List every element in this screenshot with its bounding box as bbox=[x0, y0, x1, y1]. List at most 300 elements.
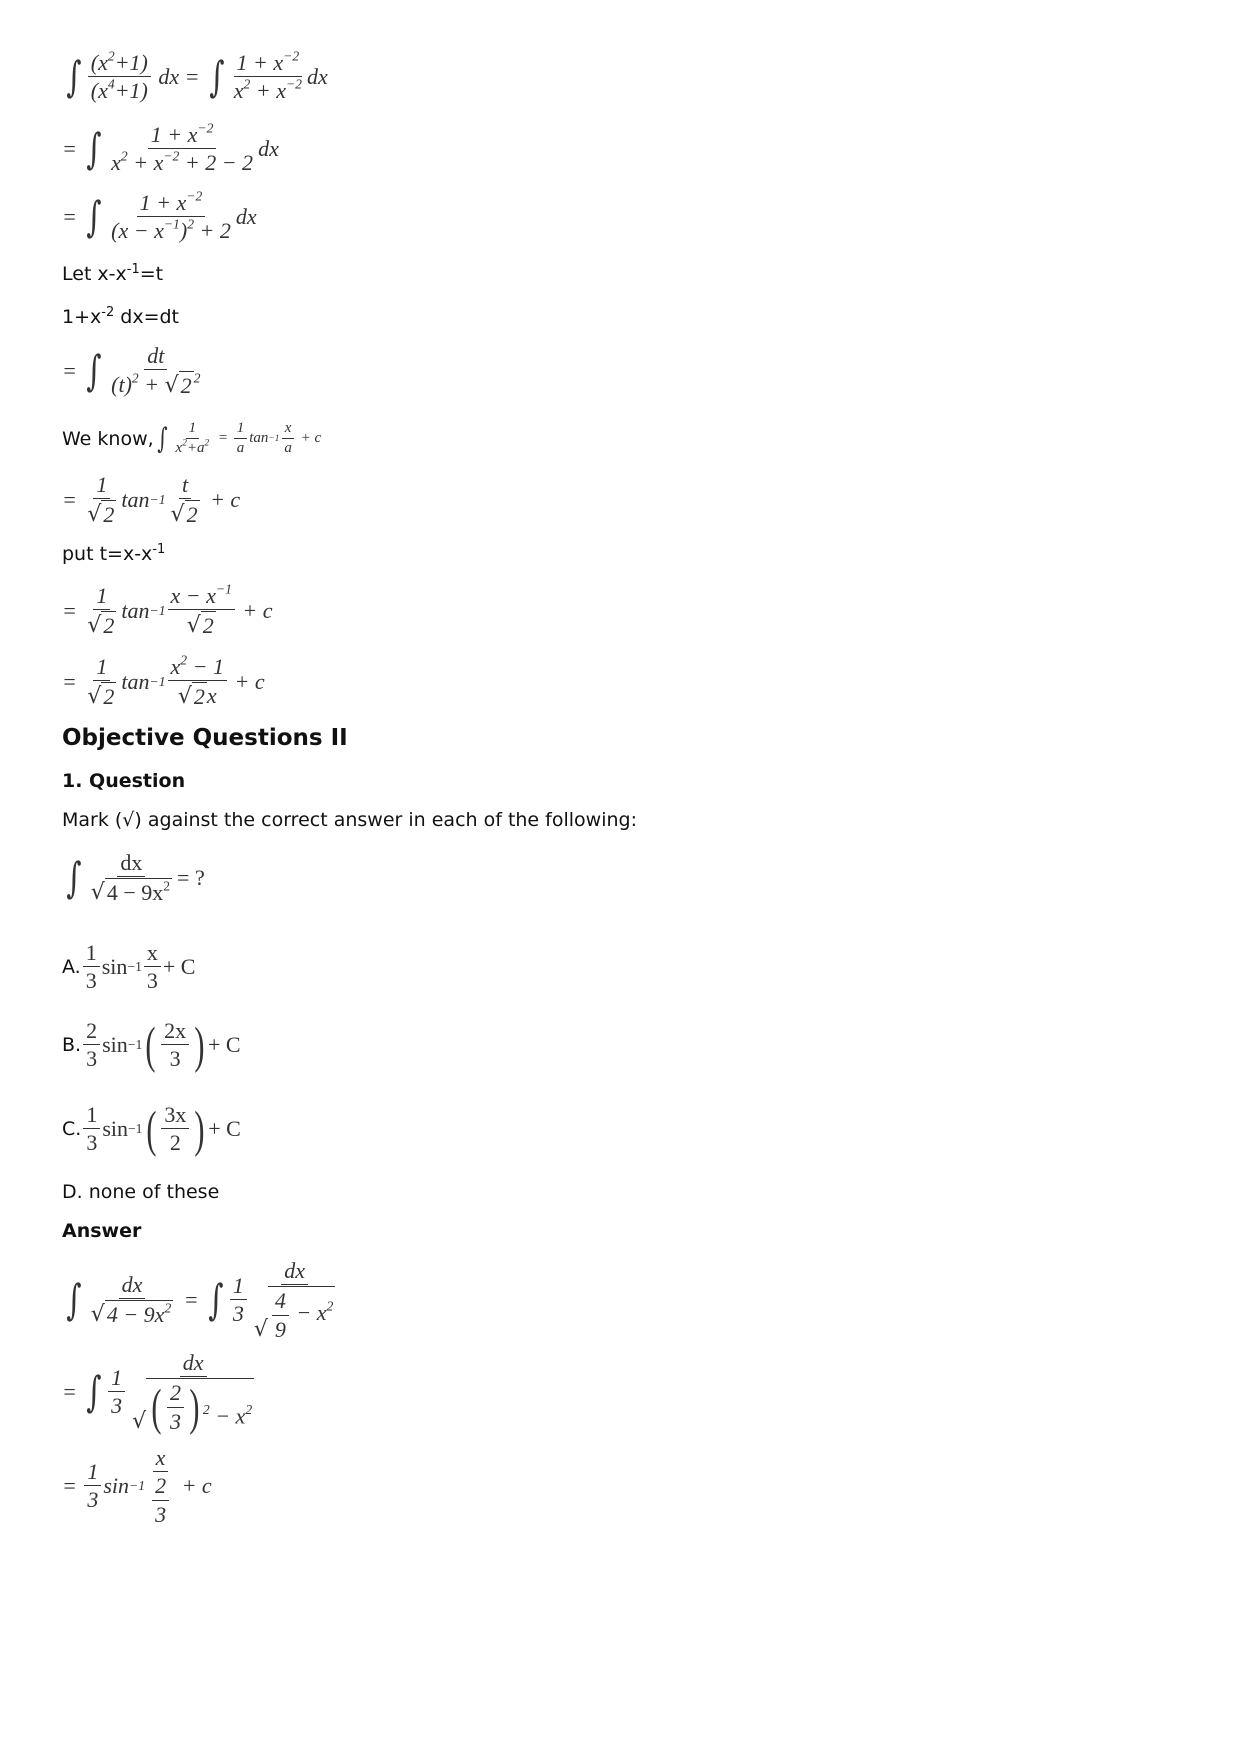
fraction bbox=[161, 1018, 189, 1072]
numerator bbox=[230, 1273, 247, 1300]
fraction bbox=[251, 1258, 338, 1342]
answer-step-2 bbox=[62, 1350, 259, 1434]
option-c[interactable] bbox=[62, 1102, 241, 1156]
math-text: − x bbox=[209, 1403, 246, 1429]
radical-sign: √ bbox=[90, 880, 105, 906]
math-text: −1 bbox=[215, 581, 232, 597]
math-text: 2 bbox=[182, 438, 187, 449]
question-prompt: Mark (√) against the correct answer in each of the following: bbox=[62, 809, 637, 831]
superscript bbox=[121, 149, 128, 164]
fraction bbox=[84, 1459, 101, 1513]
radicand bbox=[105, 878, 172, 905]
fraction bbox=[88, 50, 151, 104]
fraction bbox=[108, 343, 203, 399]
parentheses bbox=[143, 1102, 209, 1156]
math-text: 3 bbox=[87, 1487, 99, 1513]
fraction bbox=[272, 1288, 289, 1342]
fraction bbox=[168, 583, 235, 639]
math-text: dx = bbox=[152, 63, 205, 89]
fraction bbox=[129, 1350, 257, 1434]
math-text: 3 bbox=[170, 1408, 182, 1434]
differential-line bbox=[62, 305, 179, 328]
math-text: −1 bbox=[149, 491, 166, 507]
fraction bbox=[173, 420, 213, 458]
option-a[interactable] bbox=[62, 940, 195, 994]
math-text: = bbox=[214, 430, 232, 447]
fraction bbox=[152, 1473, 169, 1527]
denominator bbox=[88, 877, 175, 905]
denominator bbox=[108, 370, 203, 398]
numerator bbox=[83, 1102, 100, 1129]
superscript bbox=[164, 217, 180, 232]
math-text: + c bbox=[228, 668, 265, 694]
math-text: x − x bbox=[170, 583, 216, 608]
equation-standard-formula bbox=[154, 420, 321, 458]
math-text: 4 − 9x bbox=[106, 880, 164, 906]
denominator bbox=[152, 1501, 169, 1527]
math-text: 2x bbox=[164, 1018, 187, 1043]
math-text: 2 bbox=[245, 1402, 253, 1418]
math-text: 1 bbox=[96, 472, 108, 497]
math-text: x bbox=[233, 78, 244, 104]
math-text: = bbox=[62, 486, 83, 512]
math-text: (t) bbox=[111, 372, 132, 398]
square-root bbox=[187, 611, 216, 638]
math-text: −2 bbox=[285, 76, 302, 92]
denominator bbox=[84, 681, 119, 709]
square-root bbox=[178, 682, 207, 709]
math-text: + C bbox=[162, 953, 196, 979]
math-text: 3 bbox=[232, 1301, 244, 1327]
right-paren: ) bbox=[189, 1378, 200, 1435]
math-text: tan bbox=[249, 430, 269, 447]
radicand bbox=[101, 500, 116, 527]
superscript bbox=[187, 217, 194, 232]
math-text: 1 bbox=[236, 420, 245, 436]
answer-step-3 bbox=[62, 1445, 212, 1527]
numerator bbox=[144, 343, 167, 370]
parentheses bbox=[142, 1018, 208, 1072]
math-text: 2 bbox=[326, 1298, 334, 1314]
math-text: 3 bbox=[111, 1393, 123, 1419]
radicand bbox=[192, 682, 207, 709]
denominator bbox=[251, 1285, 338, 1342]
superscript bbox=[203, 1402, 210, 1417]
denominator bbox=[272, 1316, 289, 1342]
fraction bbox=[281, 420, 295, 458]
math-text: 3 bbox=[86, 1130, 98, 1156]
math-text: (x bbox=[90, 50, 108, 75]
fraction bbox=[88, 850, 175, 906]
math-text: −1 bbox=[127, 1036, 143, 1052]
math-text: −2 bbox=[283, 48, 300, 64]
math-text: 1 + x bbox=[139, 190, 187, 215]
fraction bbox=[83, 1018, 100, 1072]
math-text: 1 bbox=[188, 420, 197, 436]
left-paren: ( bbox=[151, 1378, 162, 1435]
math-text: = bbox=[62, 1378, 83, 1404]
integral-sign: ∫ bbox=[208, 1275, 224, 1325]
equation-final-result bbox=[62, 654, 265, 710]
radical-sign: √ bbox=[253, 1316, 268, 1342]
math-text: 2 bbox=[186, 502, 198, 528]
square-root bbox=[171, 500, 200, 527]
math-text: x bbox=[284, 420, 292, 436]
option-b[interactable] bbox=[62, 1018, 241, 1072]
denominator bbox=[83, 1045, 100, 1071]
integral-sign: ∫ bbox=[86, 123, 102, 173]
math-text: −2 bbox=[186, 188, 203, 204]
radical-sign: √ bbox=[177, 684, 192, 710]
math-text: (x bbox=[90, 78, 108, 104]
math-text: 1 bbox=[111, 1365, 123, 1391]
denominator bbox=[230, 1300, 247, 1326]
math-text: = bbox=[62, 668, 83, 694]
denominator bbox=[83, 967, 100, 993]
math-text: 2 bbox=[120, 148, 128, 164]
math-text: 3 bbox=[155, 1501, 167, 1527]
superscript: -2 bbox=[101, 305, 115, 320]
denominator bbox=[281, 439, 295, 457]
math-text: 2 bbox=[202, 1402, 210, 1418]
radical-sign: √ bbox=[87, 684, 102, 710]
denominator bbox=[184, 610, 219, 638]
equation-result-x bbox=[62, 583, 273, 639]
math-text: sin bbox=[102, 1031, 128, 1057]
radical-sign: √ bbox=[186, 613, 201, 639]
right-paren: ) bbox=[194, 1100, 205, 1157]
square-root bbox=[132, 1378, 254, 1434]
radical-sign: √ bbox=[164, 373, 179, 399]
left-paren: ( bbox=[145, 1016, 156, 1073]
math-text: 3 bbox=[85, 968, 97, 994]
radicand bbox=[185, 500, 200, 527]
radicand bbox=[146, 1378, 254, 1434]
denominator bbox=[88, 77, 151, 103]
denominator bbox=[231, 77, 305, 103]
superscript bbox=[283, 48, 299, 63]
superscript bbox=[164, 1301, 171, 1316]
parentheses bbox=[148, 1380, 203, 1434]
math-text: = bbox=[62, 1472, 83, 1498]
math-text: −1 bbox=[149, 673, 166, 689]
numerator bbox=[144, 940, 161, 967]
radical-sign: √ bbox=[132, 1408, 147, 1434]
option-a-expression bbox=[81, 940, 196, 994]
equation-result-t bbox=[62, 472, 240, 528]
math-text: + bbox=[138, 372, 165, 398]
equation-complete-square bbox=[62, 190, 257, 244]
math-text: = bbox=[62, 135, 83, 161]
back-substitution-line bbox=[62, 542, 165, 565]
question-integral bbox=[62, 850, 205, 906]
math-text: 3 bbox=[169, 1046, 181, 1072]
numerator bbox=[161, 1102, 189, 1129]
superscript bbox=[186, 188, 202, 203]
math-text: tan bbox=[121, 597, 150, 623]
fraction bbox=[147, 1445, 174, 1527]
math-text: −1 bbox=[149, 602, 166, 618]
numerator bbox=[281, 1258, 308, 1285]
math-text: sin bbox=[101, 953, 128, 979]
radicand bbox=[101, 682, 116, 709]
math-text: = bbox=[62, 357, 83, 383]
math-text: −2 bbox=[197, 120, 214, 136]
option-c-expression bbox=[81, 1102, 241, 1156]
option-label: A. bbox=[62, 955, 81, 978]
left-paren: ( bbox=[145, 1100, 156, 1157]
denominator bbox=[147, 1472, 174, 1527]
text: dx=dt bbox=[114, 306, 180, 328]
math-text: 2 bbox=[103, 613, 115, 639]
text: We know, bbox=[62, 427, 154, 450]
superscript bbox=[108, 48, 115, 63]
math-text: dx bbox=[182, 1350, 204, 1375]
denominator bbox=[168, 499, 203, 527]
numerator bbox=[108, 1365, 125, 1392]
math-text: +1) bbox=[114, 78, 148, 104]
math-text: 4 bbox=[107, 76, 115, 92]
math-text: + x bbox=[127, 150, 164, 176]
denominator bbox=[234, 439, 248, 457]
radicand bbox=[201, 611, 216, 638]
math-text: 2 bbox=[202, 613, 214, 639]
substitution-line bbox=[62, 262, 163, 285]
denominator bbox=[83, 1129, 100, 1155]
fraction bbox=[108, 122, 256, 176]
numerator bbox=[83, 1018, 100, 1045]
superscript bbox=[286, 77, 302, 92]
math-text: x bbox=[146, 940, 158, 965]
numerator bbox=[282, 420, 295, 439]
integral-sign: ∫ bbox=[86, 191, 102, 241]
integral-sign: ∫ bbox=[66, 51, 82, 101]
superscript: -1 bbox=[126, 262, 140, 277]
denominator bbox=[167, 1129, 184, 1155]
math-text: + c bbox=[296, 430, 322, 447]
fraction bbox=[168, 654, 227, 710]
option-label: C. bbox=[62, 1117, 82, 1140]
square-root bbox=[91, 878, 172, 905]
math-text: x bbox=[170, 654, 181, 679]
radical-sign: √ bbox=[87, 613, 102, 639]
numerator bbox=[83, 940, 100, 967]
denominator bbox=[167, 1045, 184, 1071]
math-text: dx bbox=[258, 135, 279, 161]
math-text: 9 bbox=[274, 1316, 286, 1342]
math-text: tan bbox=[121, 668, 150, 694]
denominator bbox=[175, 681, 220, 709]
math-text: dx bbox=[235, 203, 257, 229]
superscript: -1 bbox=[152, 542, 166, 557]
numerator bbox=[179, 472, 191, 499]
text: 1+x bbox=[62, 306, 102, 328]
math-text: = ? bbox=[177, 864, 205, 890]
math-text: x bbox=[175, 440, 183, 457]
denominator bbox=[84, 1486, 101, 1512]
math-text: 1 + x bbox=[150, 122, 198, 147]
denominator bbox=[84, 610, 119, 638]
radical-sign: √ bbox=[87, 502, 102, 528]
math-text: = bbox=[62, 597, 83, 623]
denominator bbox=[108, 1392, 125, 1418]
numerator bbox=[88, 50, 151, 77]
integral-sign: ∫ bbox=[66, 852, 82, 902]
integral-sign: ∫ bbox=[86, 1367, 102, 1417]
math-text: sin bbox=[102, 1115, 128, 1141]
math-text: 2 bbox=[103, 684, 115, 710]
fraction bbox=[168, 472, 203, 528]
denominator bbox=[108, 217, 234, 243]
math-text: −2 bbox=[163, 148, 180, 164]
numerator bbox=[153, 1445, 169, 1472]
math-text: dt bbox=[147, 343, 165, 368]
fraction bbox=[84, 654, 119, 710]
math-text: a bbox=[236, 440, 245, 457]
math-text: x bbox=[206, 683, 217, 709]
math-text: + C bbox=[207, 1031, 241, 1057]
radical-sign: √ bbox=[90, 1302, 105, 1328]
square-root bbox=[254, 1286, 335, 1342]
superscript bbox=[108, 77, 115, 92]
math-text: + 2 bbox=[194, 218, 231, 244]
math-text: 2 bbox=[164, 1300, 172, 1316]
fraction bbox=[88, 1272, 176, 1328]
math-text: 2 bbox=[169, 1130, 181, 1156]
math-text: a bbox=[284, 440, 292, 457]
math-text: −1 bbox=[128, 1120, 143, 1136]
fraction bbox=[108, 1365, 125, 1419]
known-formula-line bbox=[62, 420, 321, 458]
text: =t bbox=[139, 263, 164, 285]
math-text: + c bbox=[204, 486, 241, 512]
numerator bbox=[272, 1288, 289, 1315]
denominator bbox=[144, 967, 161, 993]
integral-sign: ∫ bbox=[209, 51, 225, 101]
fraction bbox=[83, 940, 100, 994]
fraction bbox=[108, 190, 234, 244]
equation-add-subtract-two bbox=[62, 122, 279, 176]
math-text: +1) bbox=[114, 50, 148, 75]
math-text: + 2 − 2 bbox=[179, 150, 254, 176]
denominator bbox=[84, 499, 119, 527]
numerator bbox=[168, 583, 235, 610]
math-text: + c bbox=[236, 597, 273, 623]
math-text: − 1 bbox=[187, 654, 224, 679]
math-text: 2 bbox=[170, 1380, 182, 1406]
math-text: = bbox=[62, 203, 83, 229]
math-text: tan bbox=[121, 486, 150, 512]
math-text: dx bbox=[121, 1272, 143, 1298]
math-text: 2 bbox=[187, 216, 194, 232]
answer-step-1 bbox=[62, 1258, 340, 1342]
math-text: x bbox=[155, 1445, 166, 1470]
superscript bbox=[327, 1299, 334, 1314]
numerator bbox=[167, 1380, 184, 1407]
numerator bbox=[168, 654, 227, 681]
numerator bbox=[93, 583, 110, 610]
radicand bbox=[101, 611, 116, 638]
fraction bbox=[234, 420, 248, 458]
math-text: 4 bbox=[274, 1288, 286, 1314]
fraction bbox=[144, 940, 161, 994]
math-text: dx bbox=[306, 63, 328, 89]
math-text: sin bbox=[103, 1472, 130, 1498]
numerator bbox=[117, 850, 145, 877]
square-root bbox=[91, 1300, 173, 1327]
superscript bbox=[197, 120, 213, 135]
math-text: + C bbox=[208, 1115, 241, 1141]
math-text: 1 bbox=[85, 940, 97, 965]
superscript bbox=[163, 149, 179, 164]
math-text: 2 bbox=[243, 76, 251, 92]
math-text: 2 bbox=[163, 878, 171, 894]
superscript bbox=[163, 879, 170, 894]
math-text: 1 + x bbox=[236, 50, 284, 75]
math-text: 1 bbox=[96, 583, 108, 608]
option-label: B. bbox=[62, 1033, 82, 1056]
denominator bbox=[108, 149, 256, 175]
numerator bbox=[93, 654, 110, 681]
fraction bbox=[167, 1380, 184, 1434]
math-text: 2 bbox=[180, 373, 192, 399]
math-text: 3x bbox=[164, 1102, 187, 1127]
math-text: −1 bbox=[268, 433, 280, 444]
option-d[interactable]: D. none of these bbox=[62, 1181, 220, 1203]
math-text: − x bbox=[290, 1300, 327, 1326]
answer-title: Answer bbox=[62, 1220, 142, 1242]
square-root bbox=[165, 371, 194, 398]
math-text: dx bbox=[284, 1258, 305, 1283]
text: Let x-x bbox=[62, 263, 127, 285]
fraction bbox=[230, 1273, 247, 1327]
equation-integral-rewrite bbox=[62, 50, 328, 104]
right-paren: ) bbox=[194, 1016, 205, 1073]
equation-substituted bbox=[62, 343, 205, 399]
numerator bbox=[84, 1459, 101, 1486]
fraction bbox=[83, 1102, 100, 1156]
option-b-expression bbox=[81, 1018, 241, 1072]
math-text: t bbox=[181, 472, 189, 497]
fraction bbox=[161, 1102, 189, 1156]
numerator bbox=[152, 1473, 169, 1500]
math-text: 1 bbox=[87, 1459, 99, 1485]
numerator bbox=[93, 472, 110, 499]
math-text: 2 bbox=[193, 370, 201, 386]
math-text: + x bbox=[250, 78, 286, 104]
superscript bbox=[245, 1402, 252, 1417]
denominator bbox=[167, 1408, 184, 1434]
numerator bbox=[119, 1272, 146, 1299]
radical-sign: √ bbox=[170, 502, 185, 528]
math-text: 2 bbox=[155, 1473, 167, 1499]
integral-sign: ∫ bbox=[156, 421, 168, 455]
radicand bbox=[268, 1286, 335, 1342]
section-title: Objective Questions II bbox=[62, 725, 348, 751]
math-text: −1 bbox=[129, 1477, 146, 1493]
math-text: −1 bbox=[127, 958, 142, 974]
numerator bbox=[148, 122, 217, 149]
numerator bbox=[186, 420, 200, 439]
numerator bbox=[161, 1018, 189, 1045]
question-title: 1. Question bbox=[62, 770, 186, 792]
math-text: +a bbox=[186, 440, 205, 457]
denominator bbox=[88, 1299, 176, 1327]
math-text: 2 bbox=[103, 502, 115, 528]
superscript bbox=[194, 371, 201, 386]
math-text: dx bbox=[120, 850, 143, 875]
superscript bbox=[204, 439, 209, 449]
